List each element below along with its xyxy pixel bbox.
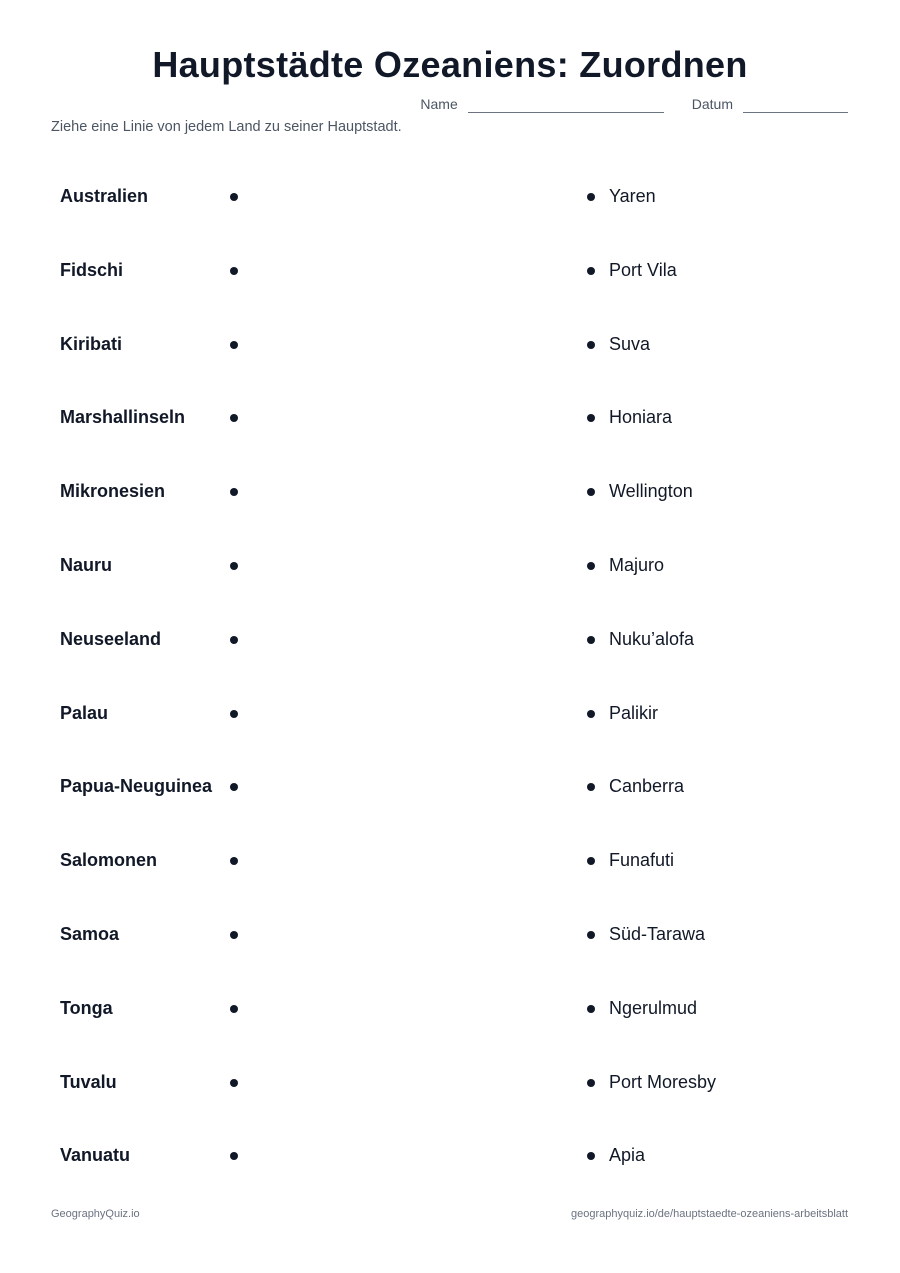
capital-label: Port Vila xyxy=(609,259,677,280)
country-label: Neuseeland xyxy=(60,628,162,649)
country-dot[interactable] xyxy=(230,267,238,275)
capital-label: Yaren xyxy=(609,186,656,206)
capital-dot[interactable] xyxy=(587,1005,595,1013)
footer-brand: GeographyQuiz.io xyxy=(51,1208,140,1220)
country-dot[interactable] xyxy=(230,414,238,422)
country-dot[interactable] xyxy=(230,636,238,644)
matching-row xyxy=(0,381,900,455)
capital-dot[interactable] xyxy=(587,414,595,422)
country-label: Nauru xyxy=(60,554,113,575)
capital-label: Port Moresby xyxy=(609,1071,717,1092)
capital-label: Wellington xyxy=(609,481,693,502)
date-line[interactable] xyxy=(743,96,848,113)
country-dot[interactable] xyxy=(230,783,238,791)
capital-label: Palikir xyxy=(609,702,659,723)
name-line[interactable] xyxy=(468,96,664,113)
country-label: Papua-Neuguinea xyxy=(60,776,213,797)
matching-row xyxy=(0,603,900,677)
capital-label: Ngerulmud xyxy=(609,997,698,1018)
country-dot[interactable] xyxy=(230,931,238,939)
country-label: Salomonen xyxy=(60,850,158,871)
country-dot[interactable] xyxy=(230,857,238,865)
capital-dot[interactable] xyxy=(587,562,595,570)
matching-row xyxy=(0,160,900,234)
capital-dot[interactable] xyxy=(587,267,595,275)
matching-row xyxy=(0,455,900,529)
matching-rows xyxy=(0,160,900,1193)
capital-dot[interactable] xyxy=(587,488,595,496)
country-label: Australien xyxy=(60,186,149,206)
country-dot[interactable] xyxy=(230,1005,238,1013)
country-label: Tuvalu xyxy=(60,1071,117,1092)
matching-row xyxy=(0,308,900,382)
capital-dot[interactable] xyxy=(587,931,595,939)
capital-label: Canberra xyxy=(609,776,685,797)
capital-label: Majuro xyxy=(609,554,665,575)
capital-dot[interactable] xyxy=(587,783,595,791)
country-label: Mikronesien xyxy=(60,481,166,502)
capital-label: Süd-Tarawa xyxy=(609,923,706,944)
matching-row xyxy=(0,677,900,751)
matching-row xyxy=(0,1119,900,1193)
matching-row xyxy=(0,234,900,308)
capital-dot[interactable] xyxy=(587,1152,595,1160)
instruction-text: Ziehe eine Linie von jedem Land zu seiner Hauptstadt. xyxy=(51,119,402,135)
country-dot[interactable] xyxy=(230,1152,238,1160)
capital-label: Honiara xyxy=(609,407,673,428)
matching-row xyxy=(0,898,900,972)
capital-label: Funafuti xyxy=(609,850,675,871)
country-dot[interactable] xyxy=(230,562,238,570)
country-dot[interactable] xyxy=(230,488,238,496)
matching-row xyxy=(0,1046,900,1120)
matching-row xyxy=(0,529,900,603)
country-dot[interactable] xyxy=(230,710,238,718)
name-date-fields xyxy=(420,95,848,113)
country-label: Kiribati xyxy=(60,333,123,354)
country-label: Palau xyxy=(60,702,109,723)
date-label: Datum xyxy=(691,96,733,112)
matching-row xyxy=(0,750,900,824)
country-label: Samoa xyxy=(60,923,120,944)
matching-row xyxy=(0,824,900,898)
capital-dot[interactable] xyxy=(587,341,595,349)
capital-dot[interactable] xyxy=(587,857,595,865)
country-label: Fidschi xyxy=(60,259,124,280)
name-label: Name xyxy=(420,96,458,112)
country-dot[interactable] xyxy=(230,193,238,201)
capital-dot[interactable] xyxy=(587,193,595,201)
country-label: Tonga xyxy=(60,997,113,1018)
country-dot[interactable] xyxy=(230,1079,238,1087)
capital-label: Suva xyxy=(609,333,651,354)
footer-url: geographyquiz.io/de/hauptstaedte-ozeaniens-arbeitsblatt xyxy=(570,1208,848,1220)
country-label: Vanuatu xyxy=(60,1145,131,1166)
page-title: Hauptstädte Ozeaniens: Zuordnen xyxy=(152,44,748,85)
capital-label: Apia xyxy=(609,1145,646,1166)
country-label: Marshallinseln xyxy=(60,407,186,428)
capital-dot[interactable] xyxy=(587,636,595,644)
country-dot[interactable] xyxy=(230,341,238,349)
capital-label: Nuku’alofa xyxy=(609,628,695,649)
matching-row xyxy=(0,972,900,1046)
capital-dot[interactable] xyxy=(587,710,595,718)
capital-dot[interactable] xyxy=(587,1079,595,1087)
